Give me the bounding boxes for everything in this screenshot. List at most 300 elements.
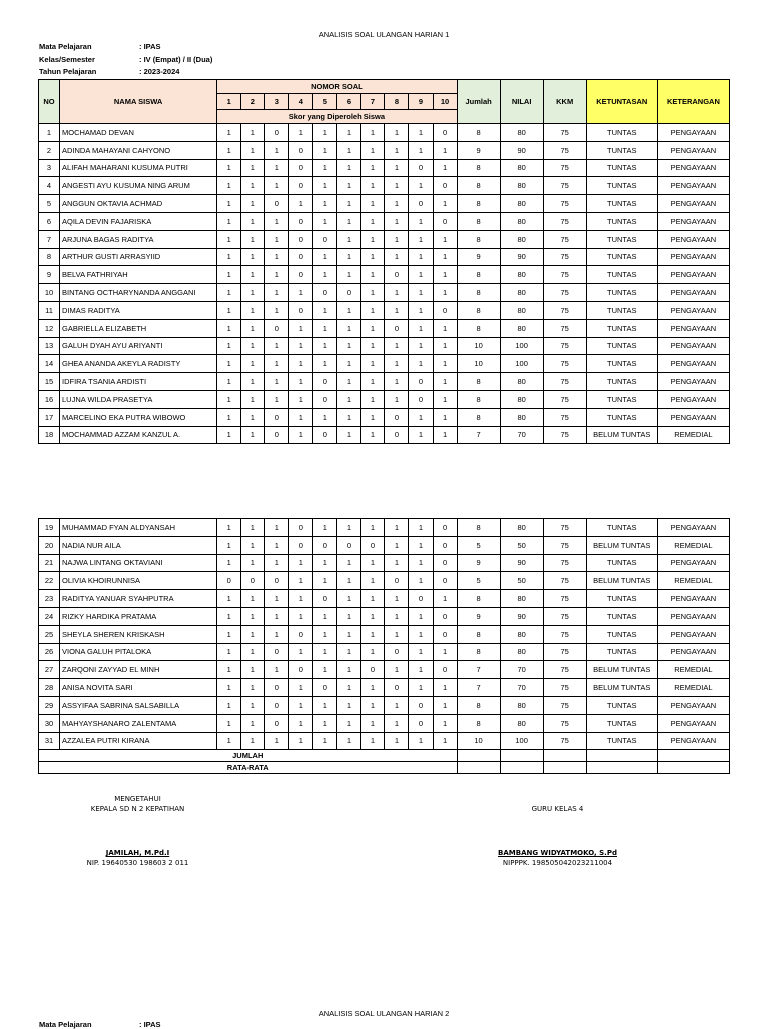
question-score: 1 [337, 714, 361, 732]
question-score: 1 [241, 124, 265, 142]
final-score: 90 [500, 141, 543, 159]
question-score: 0 [217, 572, 241, 590]
remarks-value: PENGAYAAN [657, 408, 729, 426]
table-row [39, 124, 730, 142]
question-score: 1 [433, 696, 457, 714]
question-score: 1 [361, 426, 385, 444]
question-score: 1 [265, 554, 289, 572]
question-score: 0 [265, 643, 289, 661]
kkm-value: 75 [543, 732, 586, 750]
question-score: 1 [385, 696, 409, 714]
kkm-value: 75 [543, 679, 586, 697]
question-score: 1 [433, 319, 457, 337]
question-score: 0 [313, 426, 337, 444]
question-score: 1 [265, 373, 289, 391]
question-score: 1 [385, 661, 409, 679]
kkm-value: 75 [543, 714, 586, 732]
footer-average-label: RATA-RATA [39, 762, 458, 774]
remarks-value: PENGAYAAN [657, 519, 729, 537]
question-score: 1 [241, 319, 265, 337]
question-score: 1 [361, 390, 385, 408]
question-score: 1 [409, 141, 433, 159]
row-number: 31 [39, 732, 60, 750]
question-score: 1 [433, 266, 457, 284]
total-score: 8 [457, 124, 500, 142]
question-score: 1 [289, 643, 313, 661]
row-number: 18 [39, 426, 60, 444]
question-score: 1 [385, 714, 409, 732]
question-score: 1 [241, 266, 265, 284]
question-score: 1 [313, 607, 337, 625]
final-score: 100 [500, 355, 543, 373]
question-score: 1 [313, 408, 337, 426]
question-score: 0 [313, 230, 337, 248]
question-score: 1 [433, 732, 457, 750]
table-row [39, 643, 730, 661]
question-score: 1 [313, 643, 337, 661]
question-score: 1 [337, 124, 361, 142]
final-score: 80 [500, 284, 543, 302]
kkm-value: 75 [543, 159, 586, 177]
question-score: 1 [241, 625, 265, 643]
row-number: 16 [39, 390, 60, 408]
final-score: 90 [500, 248, 543, 266]
question-score: 1 [385, 301, 409, 319]
student-name: MOCHAMAD DEVAN [60, 124, 217, 142]
question-score: 1 [361, 124, 385, 142]
question-score: 0 [409, 696, 433, 714]
question-score: 0 [313, 536, 337, 554]
meta-class [39, 55, 212, 64]
completeness-status: TUNTAS [586, 519, 657, 537]
question-score: 1 [241, 141, 265, 159]
total-score: 8 [457, 714, 500, 732]
student-name: AQILA DEVIN FAJARISKA [60, 212, 217, 230]
total-score: 9 [457, 554, 500, 572]
footer-empty-cell [586, 750, 657, 762]
question-score: 0 [289, 230, 313, 248]
col-header-score: NILAI [500, 80, 543, 124]
footer-row [39, 762, 730, 774]
kkm-value: 75 [543, 248, 586, 266]
row-number: 4 [39, 177, 60, 195]
question-score: 1 [241, 355, 265, 373]
student-name: ADINDA MAHAYANI CAHYONO [60, 141, 217, 159]
remarks-value: PENGAYAAN [657, 159, 729, 177]
remarks-value: PENGAYAAN [657, 355, 729, 373]
final-score: 80 [500, 373, 543, 391]
question-score: 1 [289, 554, 313, 572]
question-score: 1 [433, 590, 457, 608]
kkm-value: 75 [543, 230, 586, 248]
question-score: 1 [361, 607, 385, 625]
remarks-value: PENGAYAAN [657, 195, 729, 213]
question-score: 1 [361, 177, 385, 195]
question-score: 1 [337, 248, 361, 266]
completeness-status: TUNTAS [586, 554, 657, 572]
question-score: 1 [241, 373, 265, 391]
completeness-status: TUNTAS [586, 177, 657, 195]
question-score: 0 [289, 266, 313, 284]
question-score: 0 [361, 661, 385, 679]
table-row [39, 679, 730, 697]
footer-row [39, 750, 730, 762]
total-score: 5 [457, 572, 500, 590]
student-name: OLIVIA KHOIRUNNISA [60, 572, 217, 590]
final-score: 80 [500, 301, 543, 319]
question-score: 1 [217, 248, 241, 266]
question-score: 1 [433, 159, 457, 177]
total-score: 8 [457, 195, 500, 213]
question-score: 1 [217, 607, 241, 625]
question-score: 1 [241, 696, 265, 714]
final-score: 80 [500, 714, 543, 732]
final-score: 80 [500, 390, 543, 408]
question-score: 1 [409, 212, 433, 230]
meta-label: Mata Pelajaran [39, 1020, 92, 1029]
question-score: 1 [289, 572, 313, 590]
total-score: 8 [457, 696, 500, 714]
final-score: 80 [500, 266, 543, 284]
table-row [39, 319, 730, 337]
question-score: 0 [289, 536, 313, 554]
col-header-question: 2 [241, 94, 265, 110]
question-score: 1 [337, 679, 361, 697]
row-number: 20 [39, 536, 60, 554]
question-score: 1 [265, 625, 289, 643]
question-score: 1 [361, 159, 385, 177]
row-number: 21 [39, 554, 60, 572]
question-score: 1 [409, 732, 433, 750]
question-score: 1 [409, 536, 433, 554]
completeness-status: TUNTAS [586, 284, 657, 302]
question-score: 1 [217, 284, 241, 302]
table-row [39, 195, 730, 213]
question-score: 1 [385, 390, 409, 408]
kkm-value: 75 [543, 390, 586, 408]
question-score: 1 [409, 554, 433, 572]
question-score: 1 [385, 355, 409, 373]
final-score: 100 [500, 732, 543, 750]
question-score: 1 [313, 159, 337, 177]
question-score: 1 [289, 607, 313, 625]
question-score: 1 [217, 301, 241, 319]
question-score: 1 [217, 355, 241, 373]
final-score: 80 [500, 643, 543, 661]
kkm-value: 75 [543, 536, 586, 554]
question-score: 1 [265, 355, 289, 373]
completeness-status: BELUM TUNTAS [586, 661, 657, 679]
question-score: 1 [289, 124, 313, 142]
question-score: 1 [241, 195, 265, 213]
question-score: 1 [433, 408, 457, 426]
question-score: 1 [241, 230, 265, 248]
question-score: 1 [337, 590, 361, 608]
question-score: 1 [241, 714, 265, 732]
col-header-question: 7 [361, 94, 385, 110]
question-score: 1 [337, 266, 361, 284]
question-score: 1 [361, 643, 385, 661]
question-score: 1 [289, 373, 313, 391]
question-score: 1 [217, 554, 241, 572]
table-row [39, 141, 730, 159]
question-score: 1 [217, 177, 241, 195]
kkm-value: 75 [543, 284, 586, 302]
question-score: 0 [433, 572, 457, 590]
student-name: LUJNA WILDA PRASETYA [60, 390, 217, 408]
remarks-value: PENGAYAAN [657, 337, 729, 355]
question-score: 0 [265, 319, 289, 337]
question-score: 0 [265, 714, 289, 732]
question-score: 1 [361, 519, 385, 537]
final-score: 50 [500, 572, 543, 590]
completeness-status: TUNTAS [586, 590, 657, 608]
kkm-value: 75 [543, 661, 586, 679]
remarks-value: PENGAYAAN [657, 607, 729, 625]
question-score: 1 [361, 284, 385, 302]
table-row [39, 590, 730, 608]
row-number: 11 [39, 301, 60, 319]
final-score: 80 [500, 212, 543, 230]
final-score: 80 [500, 319, 543, 337]
question-score: 1 [265, 519, 289, 537]
question-score: 1 [217, 212, 241, 230]
student-name: ARJUNA BAGAS RADITYA [60, 230, 217, 248]
kkm-value: 75 [543, 426, 586, 444]
question-score: 1 [241, 212, 265, 230]
row-number: 6 [39, 212, 60, 230]
page-title: ANALISIS SOAL ULANGAN HARIAN 1 [318, 30, 450, 39]
question-score: 1 [313, 177, 337, 195]
completeness-status: TUNTAS [586, 266, 657, 284]
col-header-name: NAMA SISWA [60, 80, 217, 124]
question-score: 1 [289, 590, 313, 608]
completeness-status: TUNTAS [586, 625, 657, 643]
signature-left-line1: MENGETAHUI [114, 795, 161, 803]
question-score: 1 [289, 714, 313, 732]
question-score: 1 [433, 355, 457, 373]
kkm-value: 75 [543, 141, 586, 159]
question-score: 1 [409, 337, 433, 355]
question-score: 1 [313, 554, 337, 572]
score-table-part-2 [38, 518, 730, 774]
question-score: 1 [433, 679, 457, 697]
remarks-value: PENGAYAAN [657, 714, 729, 732]
total-score: 8 [457, 390, 500, 408]
completeness-status: TUNTAS [586, 230, 657, 248]
question-score: 1 [385, 554, 409, 572]
question-score: 1 [217, 408, 241, 426]
question-score: 1 [409, 519, 433, 537]
remarks-value: PENGAYAAN [657, 643, 729, 661]
question-score: 1 [409, 284, 433, 302]
signature-right-line1: GURU KELAS 4 [531, 805, 584, 813]
col-header-remarks: KETERANGAN [657, 80, 729, 124]
question-score: 1 [433, 284, 457, 302]
question-score: 0 [313, 373, 337, 391]
question-score: 0 [289, 159, 313, 177]
table-row [39, 177, 730, 195]
signature-left-name: JAMILAH, M.Pd.I [105, 849, 170, 857]
footer-empty-cell [457, 762, 500, 774]
question-score: 1 [337, 519, 361, 537]
row-number: 1 [39, 124, 60, 142]
question-score: 1 [217, 141, 241, 159]
question-score: 1 [361, 625, 385, 643]
question-score: 1 [241, 590, 265, 608]
question-score: 1 [361, 230, 385, 248]
row-number: 5 [39, 195, 60, 213]
final-score: 80 [500, 124, 543, 142]
question-score: 1 [361, 732, 385, 750]
question-score: 1 [265, 159, 289, 177]
row-number: 28 [39, 679, 60, 697]
question-score: 0 [337, 284, 361, 302]
question-score: 1 [217, 661, 241, 679]
table-row [39, 159, 730, 177]
question-score: 1 [361, 248, 385, 266]
final-score: 90 [500, 554, 543, 572]
table-row [39, 714, 730, 732]
question-score: 0 [385, 426, 409, 444]
student-name: BINTANG OCTHARYNANDA ANGGANI [60, 284, 217, 302]
question-score: 1 [361, 337, 385, 355]
footer-empty-cell [543, 750, 586, 762]
question-score: 1 [361, 408, 385, 426]
table-row [39, 536, 730, 554]
table-row [39, 661, 730, 679]
table-row [39, 572, 730, 590]
question-score: 1 [337, 319, 361, 337]
question-score: 1 [313, 696, 337, 714]
final-score: 80 [500, 177, 543, 195]
question-score: 1 [337, 301, 361, 319]
col-header-question: 1 [217, 94, 241, 110]
total-score: 8 [457, 519, 500, 537]
question-score: 0 [265, 696, 289, 714]
question-score: 1 [265, 212, 289, 230]
completeness-status: TUNTAS [586, 355, 657, 373]
total-score: 9 [457, 248, 500, 266]
row-number: 27 [39, 661, 60, 679]
signature-left-id: NIP. 19640530 198603 2 011 [86, 859, 189, 867]
question-score: 1 [217, 159, 241, 177]
kkm-value: 75 [543, 643, 586, 661]
completeness-status: TUNTAS [586, 248, 657, 266]
question-score: 1 [385, 607, 409, 625]
table-row [39, 373, 730, 391]
question-score: 1 [361, 141, 385, 159]
table-row [39, 266, 730, 284]
signature-left-line2: KEPALA SD N 2 KEPATIHAN [90, 805, 185, 813]
question-score: 1 [337, 177, 361, 195]
question-score: 1 [313, 248, 337, 266]
question-score: 1 [217, 124, 241, 142]
question-score: 1 [337, 373, 361, 391]
remarks-value: PENGAYAAN [657, 212, 729, 230]
total-score: 7 [457, 426, 500, 444]
completeness-status: TUNTAS [586, 643, 657, 661]
footer-empty-cell [500, 762, 543, 774]
table-row [39, 248, 730, 266]
col-header-kkm: KKM [543, 80, 586, 124]
question-score: 1 [217, 696, 241, 714]
question-score: 0 [433, 519, 457, 537]
remarks-value: PENGAYAAN [657, 390, 729, 408]
row-number: 19 [39, 519, 60, 537]
question-score: 1 [241, 519, 265, 537]
table-row [39, 355, 730, 373]
question-score: 1 [313, 212, 337, 230]
question-score: 1 [361, 301, 385, 319]
question-score: 1 [241, 159, 265, 177]
kkm-value: 75 [543, 373, 586, 391]
footer-empty-cell [586, 762, 657, 774]
student-name: ARTHUR GUSTI ARRASYIID [60, 248, 217, 266]
remarks-value: PENGAYAAN [657, 696, 729, 714]
completeness-status: TUNTAS [586, 141, 657, 159]
footer-empty-cell [543, 762, 586, 774]
question-score: 1 [241, 554, 265, 572]
question-score: 1 [433, 248, 457, 266]
student-name: AZZALEA PUTRI KIRANA [60, 732, 217, 750]
total-score: 7 [457, 679, 500, 697]
completeness-status: BELUM TUNTAS [586, 426, 657, 444]
question-score: 1 [361, 355, 385, 373]
completeness-status: TUNTAS [586, 124, 657, 142]
student-name: GHEA ANANDA AKEYLA RADISTY [60, 355, 217, 373]
question-score: 0 [241, 572, 265, 590]
total-score: 8 [457, 177, 500, 195]
total-score: 7 [457, 661, 500, 679]
question-score: 0 [265, 408, 289, 426]
completeness-status: TUNTAS [586, 373, 657, 391]
question-score: 1 [217, 714, 241, 732]
completeness-status: TUNTAS [586, 301, 657, 319]
meta-label: Kelas/Semester [39, 55, 95, 64]
footer-empty-cell [457, 750, 500, 762]
student-name: ANISA NOVITA SARI [60, 679, 217, 697]
total-score: 8 [457, 230, 500, 248]
total-score: 9 [457, 607, 500, 625]
total-score: 10 [457, 337, 500, 355]
total-score: 8 [457, 319, 500, 337]
question-score: 1 [241, 426, 265, 444]
question-score: 1 [385, 536, 409, 554]
row-number: 15 [39, 373, 60, 391]
question-score: 1 [217, 319, 241, 337]
row-number: 2 [39, 141, 60, 159]
kkm-value: 75 [543, 301, 586, 319]
final-score: 50 [500, 536, 543, 554]
question-score: 1 [241, 390, 265, 408]
kkm-value: 75 [543, 355, 586, 373]
question-score: 0 [289, 661, 313, 679]
question-score: 1 [217, 732, 241, 750]
row-number: 22 [39, 572, 60, 590]
question-score: 1 [217, 230, 241, 248]
footer-empty-cell [657, 762, 729, 774]
question-score: 1 [265, 301, 289, 319]
question-score: 1 [337, 390, 361, 408]
final-score: 90 [500, 607, 543, 625]
completeness-status: TUNTAS [586, 408, 657, 426]
remarks-value: PENGAYAAN [657, 266, 729, 284]
remarks-value: REMEDIAL [657, 426, 729, 444]
question-score: 1 [241, 679, 265, 697]
question-score: 1 [361, 590, 385, 608]
question-score: 1 [409, 679, 433, 697]
